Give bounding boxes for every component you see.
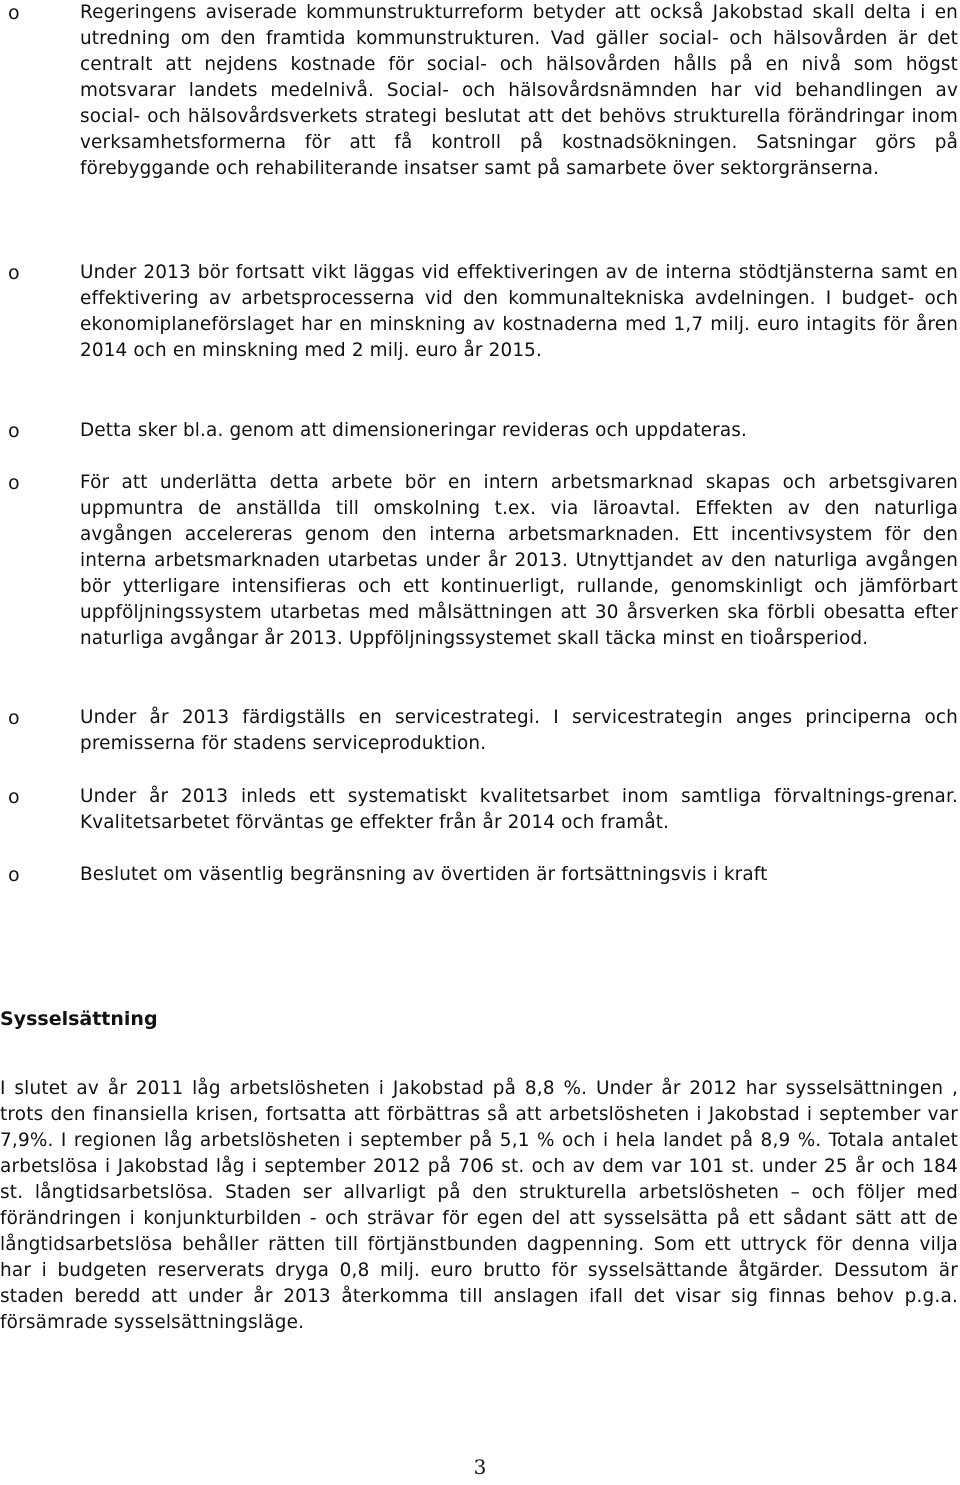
bullet-marker: o [8, 707, 20, 729]
list-item-text: Regeringens aviserade kommunstrukturreform betyder att också Jakobstad skall delta i en utredning om den framtida kommunstrukturen. Vad gäller social- och hälsovården är det centralt att nejdens kostnade för social- och hälsovården hålls på en nivå som högst motsvarar landets medelnivå. Social- och hälsovårdsnämnden har vid behandlingen av social- och hälsovårdsverkets strategi beslutat att det behövs strukturella förändringar inom verksamhetsformerna för att få kontroll på kostnadsökningen. Satsningar görs på förebyggande och rehabiliterande insatser samt på samarbete över sektorgränserna. [80, 2, 958, 179]
bullet-marker: o [8, 262, 20, 284]
page-number: 3 [473, 1455, 487, 1479]
bullet-marker: o [8, 2, 20, 24]
bullet-marker: o [8, 472, 20, 494]
list-item-text: Under år 2013 inleds ett systematiskt kvalitetsarbet inom samtliga förvaltnings-grenar. Kvalitetsarbetet förväntas ge effekter från år 2014 och framåt. [80, 786, 958, 833]
list-item-text: Under 2013 bör fortsatt vikt läggas vid effektiveringen av de interna stödtjänsterna samt en effektivering av arbetsprocesserna vid den kommunaltekniska avdelningen. I budget- och ekonomiplaneförslaget har en minskning av kostnaderna med 1,7 milj. euro intagits för åren 2014 och en minskning med 2 milj. euro år 2015. [80, 262, 958, 361]
list-item-text: Beslutet om väsentlig begränsning av övertiden är fortsättningsvis i kraft [80, 864, 768, 885]
section-paragraph: I slutet av år 2011 låg arbetslösheten i Jakobstad på 8,8 %. Under år 2012 har sysselsättningen , trots den finansiella krisen, fortsatta att förbättras så att arbetslösheten i Jakobstad i september var 7,9%. I regionen låg arbetslösheten i september på 5,1 % och i hela landet på 8,9 %. Totala antalet arbetslösa i Jakobstad låg i september 2012 på 706 st. och av dem var 101 st. under 25 år och 184 st. långtidsarbetslösa. Staden ser allvarligt på den strukturella arbetslösheten – och följer med förändringen i konjunkturbilden - och strävar för egen del att sysselsätta på ett sådant sätt att de långtidsarbetslösa behåller rätten till förtjänstbunden dagpenning. Som ett uttryck för denna vilja har i budgeten reserverats dryga 0,8 milj. euro brutto för sysselsättande åtgärder. Dessutom är staden beredd att under år 2013 återkomma till anslagen ifall det visar sig finnas behov p.g.a. försämrade sysselsättningsläge. [0, 1078, 958, 1333]
list-item-text: Detta sker bl.a. genom att dimensioneringar revideras och uppdateras. [80, 420, 748, 441]
list-item-text: För att underlätta detta arbete bör en intern arbetsmarknad skapas och arbetsgivaren uppmuntra de anställda till omskolning t.ex. via läroavtal. Effekten av den naturliga avgången accelereras genom den interna arbetsmarknaden. Ett incentivsystem för den interna arbetsmarknaden utarbetas under år 2013. Utnyttjandet av den naturliga avgången bör ytterligare intensifieras och ett kontinuerligt, rullande, genomskinligt och jämförbart uppföljningssystem utarbetas med målsättningen att 30 årsverken ska förbli obesatta efter naturliga avgångar år 2013. Uppföljningssystemet skall täcka minst en tioårsperiod. [80, 472, 958, 649]
section-heading: Sysselsättning [0, 1008, 158, 1030]
bullet-marker: o [8, 786, 20, 808]
bullet-marker: o [8, 864, 20, 886]
list-item-text: Under år 2013 färdigställs en servicestrategi. I servicestrategin anges principerna och premisserna för stadens serviceproduktion. [80, 707, 958, 754]
bullet-marker: o [8, 420, 20, 442]
